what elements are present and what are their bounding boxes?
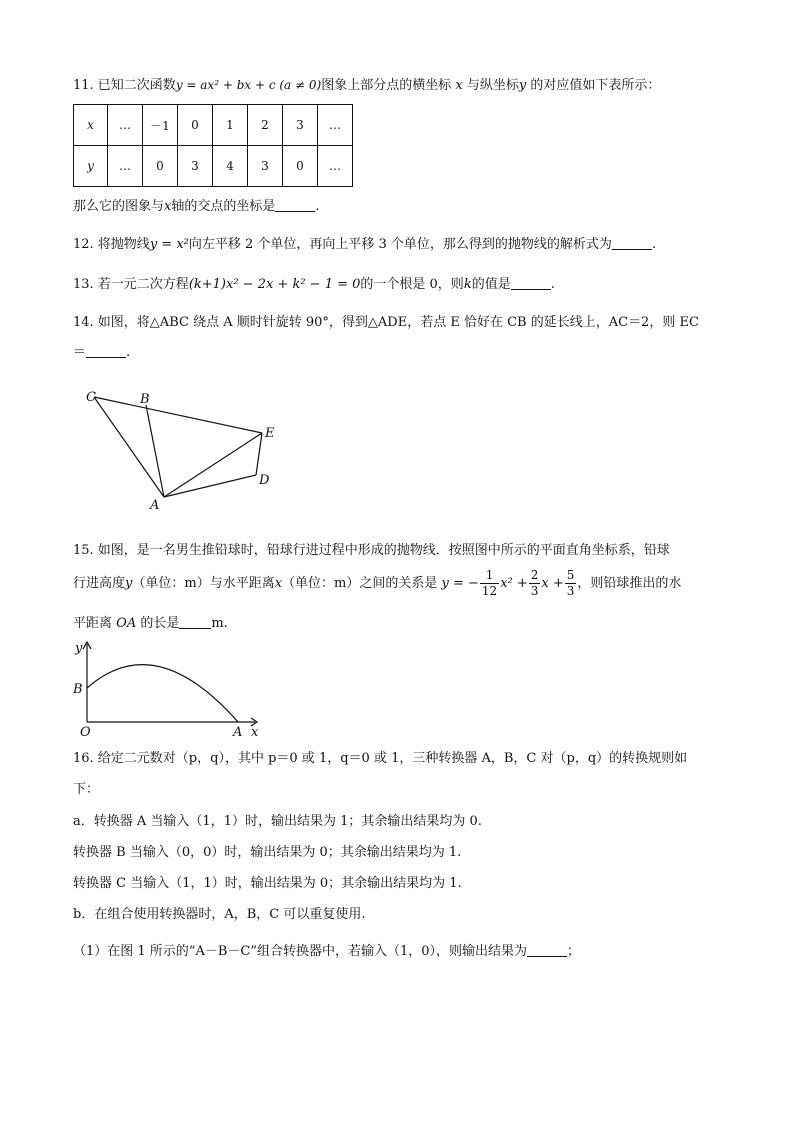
q16-rule-a: a．转换器 A 当输入（1，1）时，输出结果为 1；其余输出结果均为 0.: [73, 814, 482, 829]
q13-c: 的值是: [471, 277, 511, 292]
q13-text: [73, 273, 555, 292]
line-da: [164, 475, 256, 497]
q15-trajectory-figure: [70, 638, 270, 738]
table-cell: …: [318, 105, 353, 146]
fraction-denominator: 3: [566, 584, 575, 598]
label-o: O: [80, 725, 91, 738]
q11-stem-c: 与纵坐标: [466, 78, 519, 93]
q15-line3-a: 平距离: [73, 616, 113, 631]
table-row: [74, 146, 353, 187]
q11-var-y: y: [518, 78, 527, 93]
q14-line2: [73, 341, 130, 360]
label-x: x: [251, 725, 259, 738]
line-ce: [94, 397, 262, 433]
q15-line3-c: m.: [211, 616, 228, 631]
q14-triangle-figure: [80, 385, 290, 515]
q11-question: [73, 195, 320, 214]
table-cell: x: [74, 105, 108, 146]
table-cell: …: [318, 146, 353, 187]
q11-stem-b: 图象上部分点的横坐标: [321, 78, 452, 93]
label-b: B: [140, 392, 150, 407]
q15-line2-b: （单位：m）与水平距离: [132, 576, 275, 591]
table-cell: －1: [143, 105, 178, 146]
table-cell: 4: [213, 146, 248, 187]
label-e: E: [265, 426, 275, 441]
q15-term2: x +: [541, 576, 564, 591]
table-cell: 3: [248, 146, 283, 187]
fraction: [565, 568, 577, 599]
q11-ask-a: 那么它的图象与: [73, 199, 165, 214]
label-b: B: [73, 682, 83, 697]
label-d: D: [259, 473, 270, 488]
q11-stem-d: 的对应值如下表所示：: [530, 78, 661, 93]
fraction: [529, 568, 541, 599]
label-y: y: [75, 641, 83, 656]
q13-b: 的一个根是 0，则: [360, 277, 464, 292]
q13-a: 13. 若一元二次方程: [73, 277, 189, 292]
label-c: C: [86, 390, 96, 405]
answer-blank[interactable]: [511, 277, 551, 290]
q15-var-x: x: [274, 576, 283, 591]
table-row: [74, 105, 353, 146]
q11-stem: [73, 74, 660, 93]
q11-stem-a: 11. 已知二次函数: [73, 78, 176, 93]
answer-blank[interactable]: [86, 345, 126, 358]
table-cell: …: [108, 105, 143, 146]
q15-line2: [73, 564, 681, 604]
line-ca: [94, 397, 164, 497]
table-cell: 0: [283, 146, 318, 187]
q16-rule-c: 转换器 C 当输入（1，1）时，输出结果为 0；其余输出结果均为 1.: [73, 876, 462, 891]
fraction-numerator: 1: [480, 568, 499, 584]
q12-b: 向左平移 2 个单位，再向上平移 3 个单位，那么得到的抛物线的解析式为: [188, 237, 612, 252]
fraction-numerator: 2: [530, 568, 539, 582]
answer-blank[interactable]: [275, 199, 315, 212]
q11-var-x: x: [455, 78, 463, 93]
q14-line1: 14. 如图，将△ABC 绕点 A 顺时针旋转 90°，得到△ADE，若点 E 恰好在 CB 的延长线上，AC＝2，则 EC: [73, 315, 699, 330]
q15-line2-a: 行进高度: [73, 576, 126, 591]
q15-oa: OA: [116, 616, 137, 631]
line-ae: [164, 433, 262, 497]
answer-blank[interactable]: [527, 944, 567, 957]
q12-text: [73, 233, 656, 252]
table-cell: 2: [248, 105, 283, 146]
q11-ask-var: x: [164, 199, 172, 214]
q11-ask-b: 轴的交点的坐标是: [171, 199, 276, 214]
fraction-denominator: 12: [481, 584, 498, 598]
table-cell: y: [74, 146, 108, 187]
q12-a: 12. 将抛物线: [73, 237, 150, 252]
q16-sub1: [73, 940, 580, 959]
q14-end: .: [126, 345, 131, 360]
answer-blank[interactable]: [179, 616, 211, 629]
q14-eq: ＝: [73, 345, 87, 360]
q16-sub1-a: （1）在图 1 所示的“A－B－C”组合转换器中，若输入（1，0），则输出结果为: [73, 944, 528, 959]
label-a: A: [150, 498, 160, 513]
q13-end: .: [550, 277, 555, 292]
table-cell: 3: [178, 146, 213, 187]
q13-var-k: k: [463, 277, 472, 292]
q13-formula: (k+1)x² − 2x + k² − 1 = 0: [188, 277, 361, 292]
q16-rule-b: 转换器 B 当输入（0，0）时，输出结果为 0；其余输出结果均为 1.: [73, 845, 462, 860]
q15-term1: x² +: [500, 576, 528, 591]
q15-line3-b: 的长是: [140, 616, 180, 631]
table-cell: 3: [283, 105, 318, 146]
q15-line3: [73, 612, 228, 631]
trajectory-curve: [87, 665, 238, 722]
q12-formula: y = x²: [149, 237, 189, 252]
q15-line2-d: ，则铅球推出的水: [577, 576, 682, 591]
fraction: [480, 568, 499, 599]
answer-blank[interactable]: [612, 237, 652, 250]
fraction-numerator: 5: [566, 568, 575, 582]
q11-formula: y = ax² + bx + c (a ≠ 0): [175, 78, 322, 92]
q16-rule-d: b．在组合使用转换器时，A，B，C 可以重复使用.: [73, 907, 366, 922]
q11-value-table: [73, 104, 353, 187]
q12-end: .: [651, 237, 657, 252]
table-cell: 0: [178, 105, 213, 146]
q15-line2-c: （单位：m）之间的关系是: [282, 576, 438, 591]
q15-formula-lhs: y = −: [441, 576, 479, 591]
q16-sub1-end: ；: [567, 944, 581, 959]
q16-line2: 下：: [73, 782, 100, 797]
fraction-denominator: 3: [530, 584, 539, 598]
label-a: A: [233, 725, 243, 738]
table-cell: 0: [143, 146, 178, 187]
table-cell: …: [108, 146, 143, 187]
q11-ask-end: .: [315, 199, 320, 214]
q15-var-y: y: [125, 576, 133, 591]
q16-line1: 16. 给定二元数对（p，q），其中 p＝0 或 1，q＝0 或 1，三种转换器 A，B，C 对（p，q）的转换规则如: [73, 751, 688, 766]
table-cell: 1: [213, 105, 248, 146]
q15-line1: 15. 如图，是一名男生推铅球时，铅球行进过程中形成的抛物线．按照图中所示的平面直角坐标系，铅球: [73, 543, 670, 558]
line-ed: [256, 433, 262, 475]
